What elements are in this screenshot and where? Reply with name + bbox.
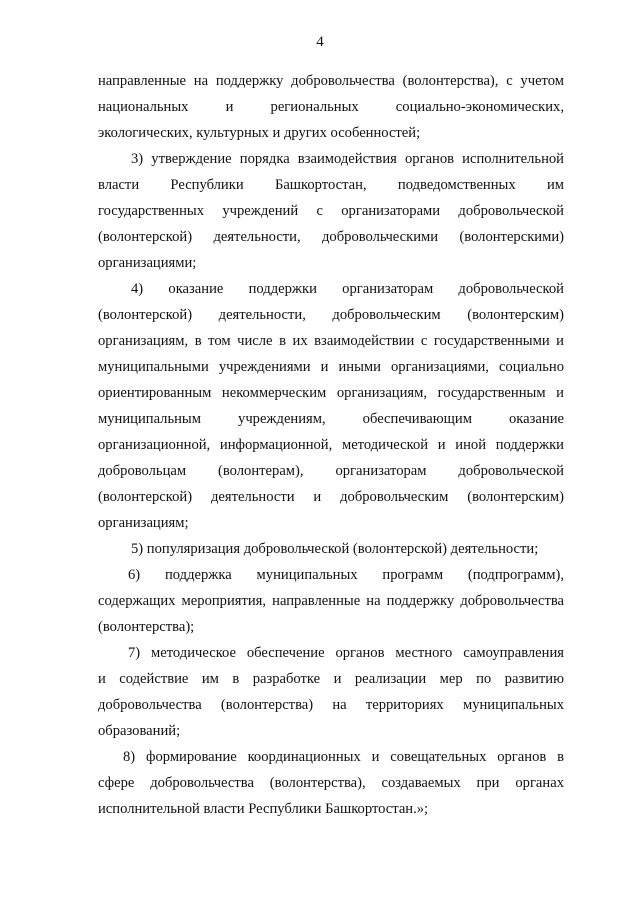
text-line: 4) оказание поддержки организаторам добровольческой bbox=[131, 281, 564, 297]
text-line: содержащих мероприятия, направленные на поддержку добровольчества bbox=[98, 593, 564, 609]
text-line: 5) популяризация добровольческой (волонтерской) деятельности; bbox=[131, 541, 539, 557]
text-line: 7) методическое обеспечение органов местного самоуправления bbox=[128, 645, 564, 661]
text-line: 8) формирование координационных и совещательных органов в bbox=[123, 749, 564, 765]
text-line: добровольчества (волонтерства) на территориях муниципальных bbox=[98, 697, 564, 713]
text-line: национальных и региональных социально-экономических, bbox=[98, 99, 564, 115]
text-line: организационной, информационной, методической и иной поддержки bbox=[98, 437, 564, 453]
text-line: 6) поддержка муниципальных программ (подпрограмм), bbox=[128, 567, 564, 583]
page-number: 4 bbox=[316, 34, 324, 50]
text-line: государственных учреждений с организаторами добровольческой bbox=[98, 203, 564, 219]
text-line: и содействие им в разработке и реализации мер по развитию bbox=[98, 671, 564, 687]
text-line: добровольцам (волонтерам), организаторам добровольческой bbox=[98, 463, 564, 479]
text-line: (волонтерской) деятельности, добровольческим (волонтерским) bbox=[98, 307, 564, 323]
text-line: сфере добровольчества (волонтерства), создаваемых при органах bbox=[98, 775, 564, 791]
text-line: муниципальным учреждениям, обеспечивающим оказание bbox=[98, 411, 564, 427]
text-line: организациям, в том числе в их взаимодействии с государственными и bbox=[98, 333, 564, 349]
text-line: власти Республики Башкортостан, подведомственных им bbox=[98, 177, 564, 193]
text-line: 3) утверждение порядка взаимодействия органов исполнительной bbox=[131, 151, 564, 167]
text-line: экологических, культурных и других особенностей; bbox=[98, 125, 421, 141]
text-line: (волонтерской) деятельности, добровольческими (волонтерскими) bbox=[98, 229, 564, 245]
text-line: (волонтерской) деятельности и добровольческим (волонтерским) bbox=[98, 489, 564, 505]
text-line: образований; bbox=[98, 723, 181, 739]
text-line: организациям; bbox=[98, 515, 189, 531]
text-line: муниципальными учреждениями и иными организациями, социально bbox=[98, 359, 564, 375]
text-line: (волонтерства); bbox=[98, 619, 195, 635]
text-line: исполнительной власти Республики Башкортостан.»; bbox=[98, 801, 429, 817]
text-line: направленные на поддержку добровольчества (волонтерства), с учетом bbox=[98, 73, 564, 89]
text-line: ориентированным некоммерческим организациям, государственным и bbox=[98, 385, 564, 401]
text-line: организациями; bbox=[98, 255, 197, 271]
